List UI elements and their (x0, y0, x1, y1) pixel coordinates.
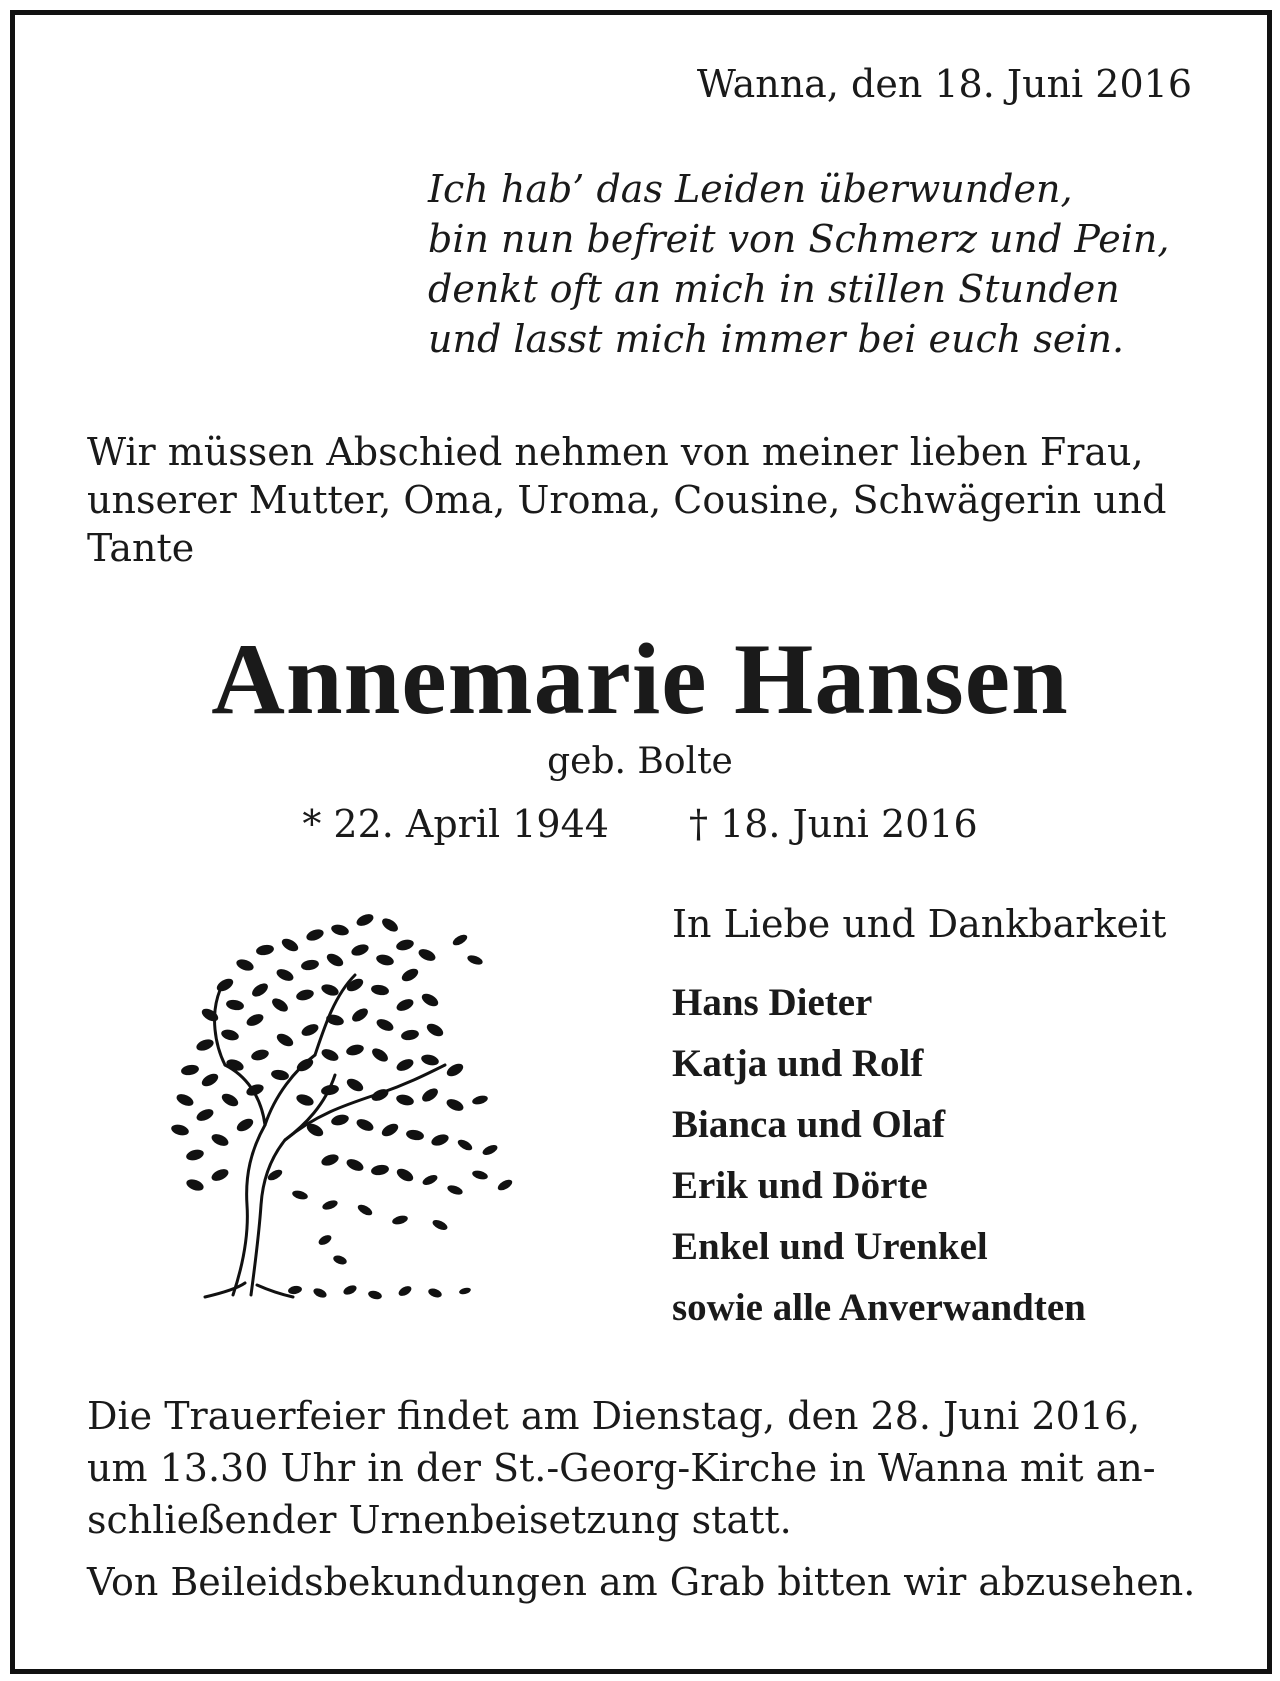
tree-with-falling-leaves-icon (165, 905, 565, 1305)
intro-line: unserer Mutter, Oma, Uroma, Cousine, Schwägerin und (87, 478, 1167, 522)
mourner-name: Katja und Rolf (672, 1042, 924, 1085)
mourner-name: Enkel und Urenkel (672, 1225, 988, 1268)
funeral-line: Die Trauerfeier findet am Dienstag, den 28. Juni 2016, (87, 1394, 1141, 1438)
intro-line: Wir müssen Abschied nehmen von meiner lieben Frau, (87, 430, 1144, 474)
thanks-heading: In Liebe und Dankbarkeit (672, 902, 1167, 946)
funeral-line: um 13.30 Uhr in der St.-Georg-Kirche in Wanna mit an- (87, 1446, 1156, 1490)
mourner-name: Bianca und Olaf (672, 1103, 946, 1146)
mourner-name: Erik und Dörte (672, 1164, 928, 1207)
mourner-name: Hans Dieter (672, 981, 873, 1024)
poem-line: denkt oft an mich in stillen Stunden (428, 267, 1120, 311)
funeral-notice (87, 1390, 1197, 1546)
funeral-line: schließender Urnenbeisetzung statt. (87, 1498, 792, 1542)
poem (428, 164, 1208, 364)
place-date: Wanna, den 18. Juni 2016 (696, 62, 1192, 106)
poem-line: bin nun befreit von Schmerz und Pein, (428, 217, 1170, 261)
condolences-note: Von Beileidsbekundungen am Grab bitten wir abzusehen. (87, 1560, 1196, 1604)
death-date: † 18. Juni 2016 (688, 802, 978, 846)
deceased-name: Annemarie Hansen (211, 623, 1069, 736)
intro-line: Tante (87, 526, 195, 570)
poem-line: Ich hab’ das Leiden überwunden, (428, 167, 1073, 211)
life-dates (0, 800, 1280, 848)
mourners-list (672, 972, 1086, 1338)
intro-text (87, 428, 1197, 572)
poem-line: und lasst mich immer bei euch sein. (428, 317, 1125, 361)
mourner-name: sowie alle Anverwandten (672, 1286, 1086, 1329)
maiden-name: geb. Bolte (547, 741, 733, 782)
birth-date: * 22. April 1944 (302, 802, 609, 846)
